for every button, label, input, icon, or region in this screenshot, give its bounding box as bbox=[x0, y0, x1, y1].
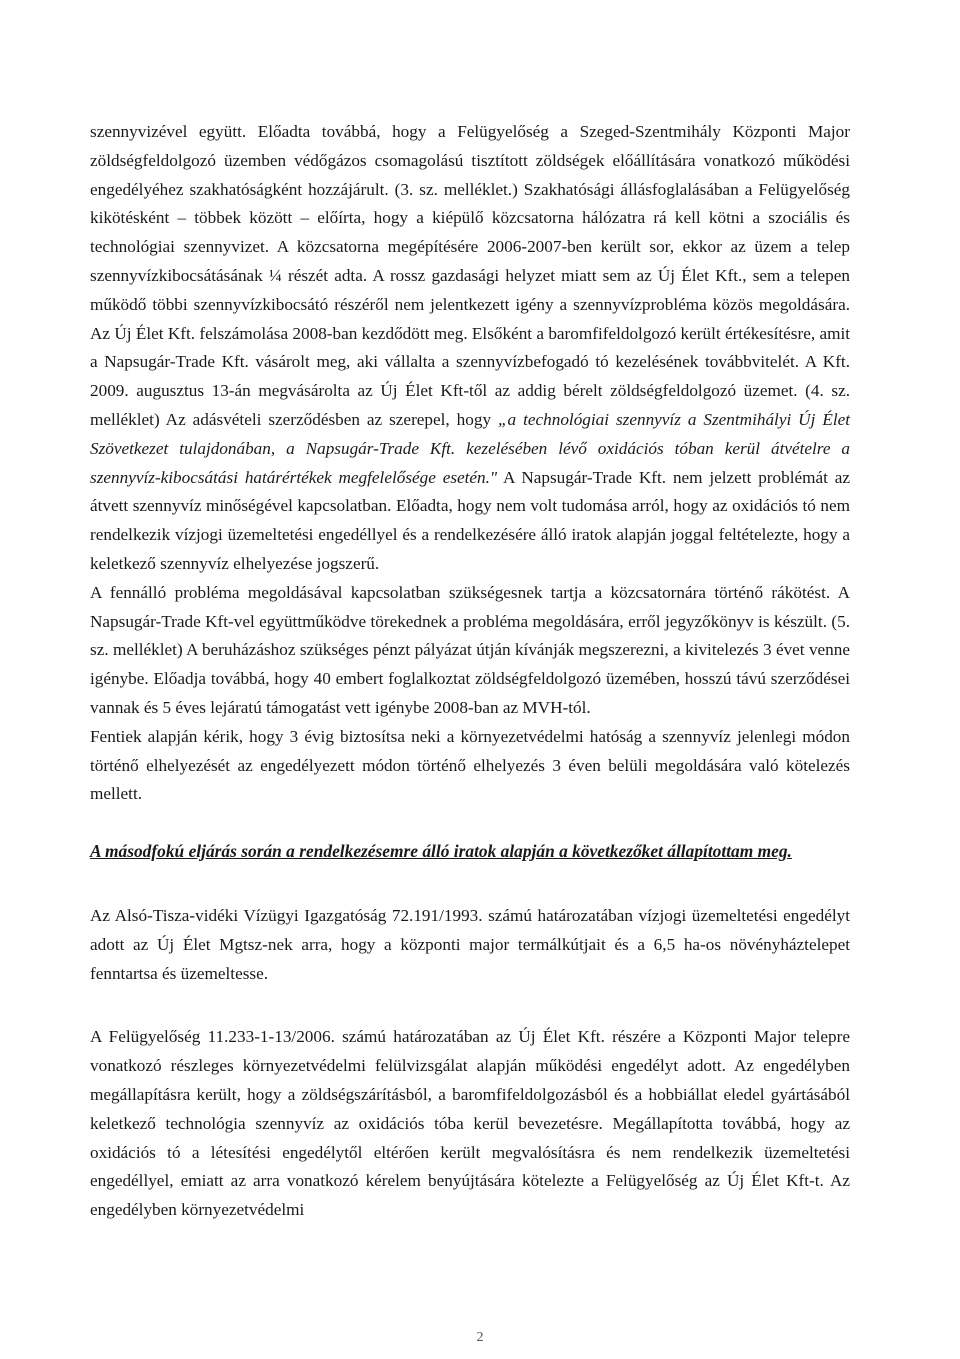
paragraph-request: Fentiek alapján kérik, hogy 3 évig biztosítsa neki a környezetvédelmi hatóság a szennyvíz jelenlegi módon történő elhelyezését az engedélyezett módon történő elhelyezés 3 éven belüli megoldására való kötelezés mellett. bbox=[90, 726, 850, 804]
paragraph-water-permit: Az Alsó-Tisza-vidéki Vízügyi Igazgatóság 72.191/1993. számú határozatában vízjogi üzemeltetési engedélyt adott az Új Élet Mgtsz-nek arra, hogy a központi major termálkútjait és a 6,5 ha-os növényháztelepet fenntartsa és üzemeltesse. bbox=[90, 905, 850, 983]
paragraph-statement-part2: A Napsugár-Trade Kft. nem jelzett problémát az átvett szennyvíz minőségével kapcsolatban. Előadta, hogy nem volt tudomása arról, hogy az oxidációs tó nem rendelkezik vízjogi üzemeltetési engedéllyel és a rendelkezésére álló iratok alapján joggal feltételezte, hogy a keletkező szennyvíz elhelyezése jogszerű. bbox=[90, 467, 850, 573]
paragraph-statement-part1: szennyvizével együtt. Előadta továbbá, hogy a Felügyelőség a Szeged-Szentmihály Központi Major zöldségfeldolgozó üzemben védőgázos csomagolású tisztított zöldségek előállítására vonatkozó működési engedélyéhez szakhatóságként hozzájárult. (3. sz. melléklet.) Szakhatósági állásfoglalásában a Felügyelőség kikötésként – többek között – előírta, hogy a kiépülő közcsatorna hálózatra rá kell kötni a szociális és technológiai szennyvizet. A közcsatorna megépítésére 2006-2007-ben került sor, ekkor az üzem a telep szennyvízkibocsátásának ¼ részét adta. A rossz gazdasági helyzet miatt sem az Új Élet Kft., sem a telepen működő többi szennyvízkibocsátó részéről nem jelentkezett igény a szennyvízprobléma közös megoldására. Az Új Élet Kft. felszámolása 2008-ban kezdődött meg. Elsőként a baromfifeldolgozó került értékesítésre, amit a Napsugár-Trade Kft. vásárolt meg, aki vállalta a szennyvízbefogadó tó kezelésének továbbvitelét. A Kft. 2009. augusztus 13-án megvásárolta az Új Élet Kft-től az addig bérelt zöldségfeldolgozó üzemet. (4. sz. melléklet) Az adásvételi szerződésben az szerepel, hogy bbox=[90, 122, 850, 429]
paragraph-operating-permit: A Felügyelőség 11.233-1-13/2006. számú határozatában az Új Élet Kft. részére a Központi Major telepre vonatkozó részleges környezetvédelmi felülvizsgálat alapján működési engedélyt adott. Az engedélyben megállapításra került, hogy a zöldségszárításból, a baromfifeldolgozásból és a hobbiállat eledel gyártásából keletkező technológia szennyvíz az oxidációs tóba kerül bevezetésre. Megállapította továbbá, hogy az oxidációs tó a létesítési engedélytől eltérően került megvalósításra és nem rendelkezik üzemeltetési engedéllyel, emiatt az arra vonatkozó kérelem benyújtására kötelezte a Felügyelőség az Új Élet Kft-t. Az engedélyben környezetvédelmi bbox=[90, 1027, 850, 1220]
paragraph-solution: A fennálló probléma megoldásával kapcsolatban szükségesnek tartja a közcsatornára történő rákötést. A Napsugár-Trade Kft-vel együttműködve törekednek a probléma megoldására, erről jegyzőkönyv is készült. (5. sz. melléklet) A beruházáshoz szükséges pénzt pályázat útján kívánják megszerezni, a kivitelezés 3 évet venne igénybe. Előadja továbbá, hogy 40 embert foglalkoztat zöldségfeldolgozó üzemében, hosszú távú szerződései vannak és 5 éves lejáratú támogatást vett igénybe 2008-ban az MVH-tól. bbox=[90, 582, 850, 717]
contract-quote: „a technológiai szennyvíz a Szentmihályi Új Élet Szövetkezet tulajdonában, a Napsugár-Trade Kft. kezelésében lévő oxidációs tóban kerül átvételre a szennyvíz-kibocsátási határértékek megfelelősége esetén." bbox=[90, 409, 850, 487]
page-number: 2 bbox=[476, 1330, 484, 1345]
paragraph-statement bbox=[90, 118, 850, 579]
body-text bbox=[90, 118, 850, 1225]
section-heading: A másodfokú eljárás során a rendelkezésemre álló iratok alapján a következőket állapítottam meg. bbox=[90, 841, 792, 862]
